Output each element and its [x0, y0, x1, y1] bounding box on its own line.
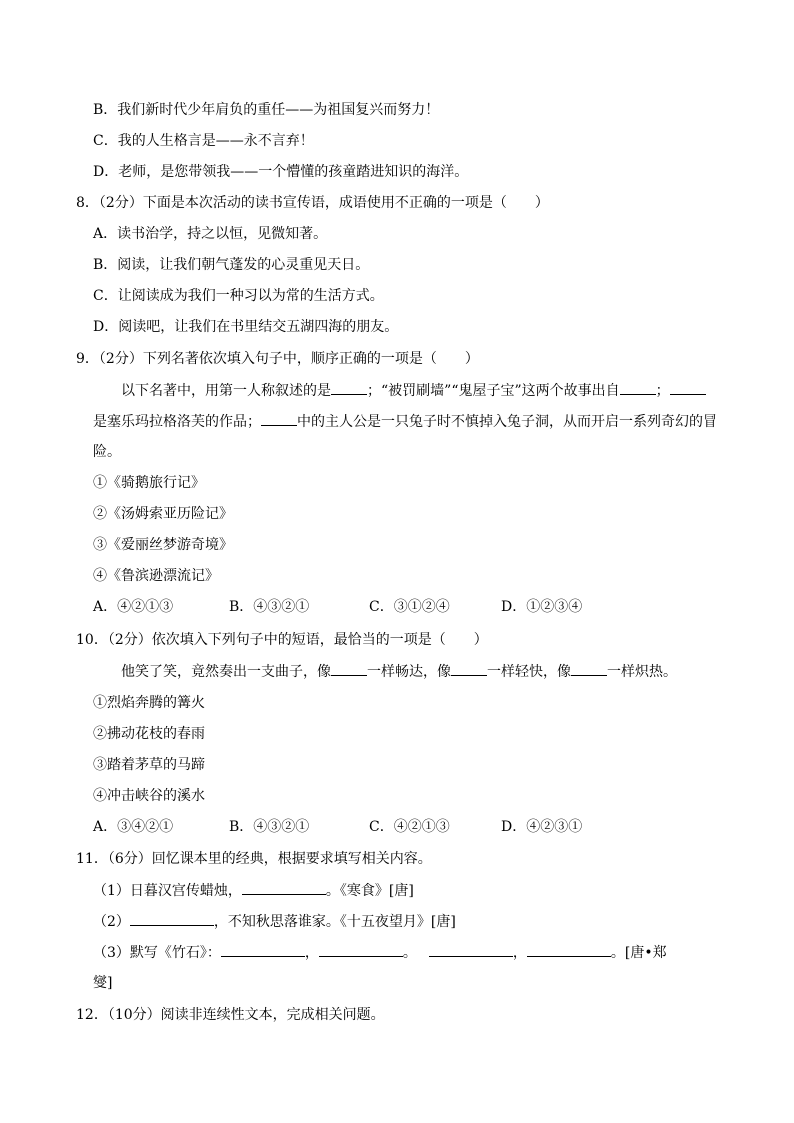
q11-line1 — [93, 880, 414, 901]
fill-blank[interactable] — [261, 411, 297, 426]
fill-blank[interactable] — [527, 942, 611, 957]
q8-stem: 8．（2分）下面是本次活动的读书宣传语，成语使用不正确的一项是（ ） — [76, 195, 549, 211]
fill-blank[interactable] — [221, 942, 305, 957]
q11-text: 。 — [402, 945, 417, 961]
q11-text: ， — [512, 945, 527, 961]
q8-option-b: B．阅读，让我们朝气蓬发的心灵重见天日。 — [93, 257, 370, 273]
q9-stem: 9．（2分）下列名著依次填入句子中，顺序正确的一项是（ ） — [76, 351, 479, 367]
q12-stem: 12．（10分）阅读非连续性文本，完成相关问题。 — [76, 1007, 385, 1023]
q9-text: ； — [655, 383, 670, 399]
q11-text: （1）日暮汉宫传蜡烛， — [93, 883, 242, 899]
q9-item: ①《骑鹅旅行记》 — [93, 475, 205, 491]
fill-blank[interactable] — [620, 380, 656, 395]
q10-choice-a[interactable]: A．③④②① — [93, 819, 174, 835]
q10-text: 一样轻快，像 — [487, 664, 571, 680]
q11-text: 。《寒食》[唐] — [325, 883, 414, 899]
q8-option-c: C．让阅读成为我们一种习以为常的生活方式。 — [93, 288, 384, 304]
q10-text: 一样畅达，像 — [367, 664, 451, 680]
q11-text: ，不知秋思落谁家。《十五夜望月》[唐] — [213, 914, 456, 930]
q8-option-d: D．阅读吧，让我们在书里结交五湖四海的朋友。 — [93, 319, 399, 335]
q10-stem: 10．（2分）依次填入下列句子中的短语，最恰当的一项是（ ） — [76, 632, 488, 648]
q10-choice-d[interactable]: D．④②③① — [501, 819, 583, 835]
q9-choice-c[interactable]: C．③①②④ — [369, 599, 450, 615]
q10-text: 他笑了笑，竟然奏出一支曲子，像 — [121, 664, 331, 680]
fill-blank[interactable] — [331, 661, 367, 676]
q9-passage-line3: 险。 — [93, 444, 121, 460]
q10-item: ②拂动花枝的春雨 — [93, 726, 205, 742]
q10-item: ①烈焰奔腾的篝火 — [93, 695, 205, 711]
fill-blank[interactable] — [331, 380, 367, 395]
fill-blank[interactable] — [130, 911, 214, 926]
q11-text: （2） — [93, 914, 130, 930]
q11-stem: 11．（6分）回忆课本里的经典，根据要求填写相关内容。 — [76, 851, 432, 867]
q10-item: ③踏着茅草的马蹄 — [93, 757, 205, 773]
q9-item: ③《爱丽丝梦游奇境》 — [93, 537, 233, 553]
fill-blank[interactable] — [429, 942, 513, 957]
q11-text: （3）默写《竹石》： — [93, 945, 221, 961]
q10-choice-b[interactable]: B．④③②① — [229, 819, 310, 835]
q7-option-d: D．老师，是您带领我——一个懵懂的孩童踏进知识的海洋。 — [93, 164, 469, 180]
fill-blank[interactable] — [670, 380, 706, 395]
q9-text: ；“被罚刷墙”“鬼屋子宝”这两个故事出自 — [367, 383, 620, 399]
q11-text: ， — [304, 945, 319, 961]
q11-text: 。[唐•郑 — [610, 945, 667, 961]
q7-option-c: C．我的人生格言是——永不言弃！ — [93, 133, 314, 149]
fill-blank[interactable] — [319, 942, 403, 957]
q10-item: ④冲击峡谷的溪水 — [93, 788, 205, 804]
q9-text: 中的主人公是一只兔子时不慎掉入兔子洞，从而开启一系列奇幻的冒 — [297, 414, 717, 430]
q10-choice-c[interactable]: C．④②①③ — [369, 819, 450, 835]
q7-option-b: B．我们新时代少年肩负的重任——为祖国复兴而努力！ — [93, 102, 440, 118]
q10-sentence — [121, 661, 677, 682]
q9-text: 是塞乐玛拉格洛芙的作品； — [93, 414, 261, 430]
q8-option-a: A．读书治学，持之以恒，见微知著。 — [93, 226, 328, 242]
q11-line4: 燮] — [93, 975, 113, 991]
q11-line3 — [93, 942, 667, 963]
fill-blank[interactable] — [451, 661, 487, 676]
q9-passage-line2 — [93, 411, 717, 432]
q9-item: ④《鲁滨逊漂流记》 — [93, 568, 219, 584]
q11-line2 — [93, 911, 456, 932]
q9-item: ②《汤姆索亚历险记》 — [93, 506, 233, 522]
fill-blank[interactable] — [242, 880, 326, 895]
q9-text: 以下名著中，用第一人称叙述的是 — [121, 383, 331, 399]
q9-choice-d[interactable]: D．①②③④ — [501, 599, 583, 615]
q9-passage-line1 — [121, 380, 706, 401]
fill-blank[interactable] — [571, 661, 607, 676]
q9-choice-b[interactable]: B．④③②① — [229, 599, 310, 615]
q9-choice-a[interactable]: A．④②①③ — [93, 599, 174, 615]
q10-choices — [93, 817, 582, 837]
q10-text: 一样炽热。 — [607, 664, 677, 680]
q9-choices — [93, 597, 582, 617]
